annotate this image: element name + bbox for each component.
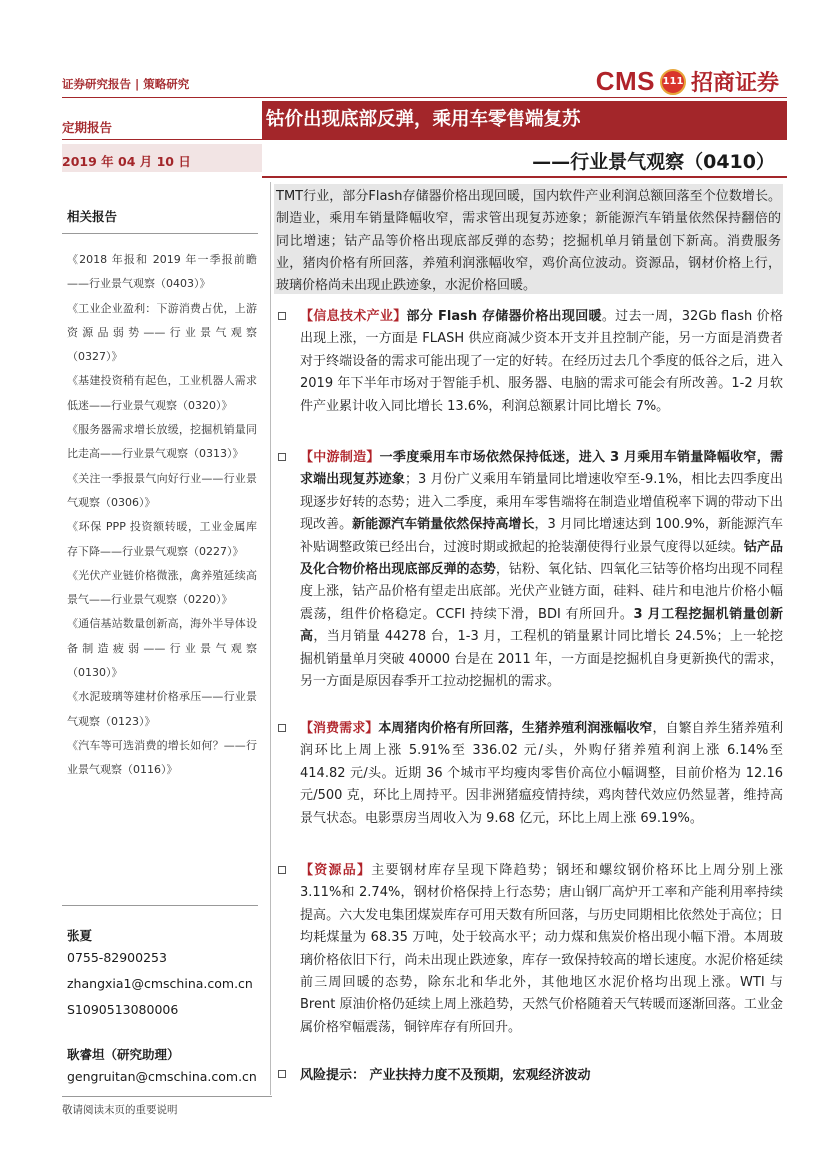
related-report-link[interactable]: 《环保 PPP 投资额转暖，工业金属库存下降——行业景气观察（0227）》	[67, 520, 257, 558]
section-body: 主要钢材库存呈现下降趋势；钢坯和螺纹钢价格环比上周分别上涨 3.11%和 2.74%，钢材价格保持上行态势；唐山钢厂高炉开工率和产能利用率持续提高。六大发电集团煤炭库存可用天数有所回落，与历史同期相比依然处于高位；日均耗煤量为 68.35 万吨，处于较高水平；动力煤和焦炭价格出现小幅下滑。本周玻璃价格依旧下行，尚未出现止跌迹象，库存一致保持较高的增长速度。水泥价格延续前三周回暖的态势，除东北和华北外，其他地区水泥价格均出现上涨。WTI 与 Brent 原油价格仍延续上周上涨趋势，天然气价格随着天气转暖而逐渐回落。工业金属价格窄幅震荡，铜锌库存有所回升。	[300, 863, 783, 1035]
related-report-link[interactable]: 《基建投资稍有起色，工业机器人需求低迷——行业景气观察（0320）》	[67, 374, 257, 412]
square-bullet-icon	[278, 724, 286, 732]
related-reports-list	[67, 248, 257, 783]
related-report-link[interactable]: 《2018 年报和 2019 年一季报前瞻——行业景气观察（0403）》	[67, 253, 257, 291]
analyst-email[interactable]: zhangxia1@cmschina.com.cn	[67, 976, 253, 991]
section-consumer	[278, 718, 783, 830]
report-title: 钴价出现底部反弹，乘用车零售端复苏	[262, 101, 787, 139]
column-divider	[270, 182, 271, 1095]
related-report-link[interactable]: 《服务器需求增长放缓，挖掘机销量同比走高——行业景气观察（0313）》	[67, 423, 257, 461]
section-body: ；3 月份广义乘用车销量同比增速收窄至-9.1%，相比去四季度出现逐步好转的态势；进入二季度，乘用车零售端将在制造业增值税率下调的带动下出现改善。	[300, 472, 783, 533]
related-report-link[interactable]: 《光伏产业链价格微涨，禽养殖延续高景气——行业景气观察（0220）》	[67, 568, 257, 607]
section-tmt	[278, 306, 783, 418]
section-resource	[278, 860, 783, 1039]
brand-name: 招商证券	[690, 71, 779, 96]
square-bullet-icon	[278, 1070, 286, 1078]
section-lead: 部分 Flash 存储器价格出现回暖	[406, 309, 602, 324]
report-date: 2019 年 04 月 10 日	[62, 154, 191, 169]
summary-box	[274, 184, 783, 294]
section-body: ，钴粉、氧化钴、四氧化三钴等价格均出现不同程度上涨，钴产品价格有望走出底部。光伏产业链方面，硅料、硅片和电池片价格小幅震荡，组件价格稳定。CCFI 持续下滑，BDI 有所回升。	[300, 562, 783, 622]
related-report-link[interactable]: 《工业企业盈利：下游消费占优，上游资源品弱势——行业景气观察（0327）》	[67, 301, 257, 364]
header-divider	[62, 97, 787, 98]
related-report-link[interactable]: 《汽车等可选消费的增长如何？——行业景气观察（0116）》	[67, 738, 257, 777]
analyst-license: S1090513080006	[67, 1002, 179, 1017]
section-lead: 本周猪肉价格有所回落，生猪养殖利润涨幅收窄	[378, 721, 653, 736]
title-divider	[62, 139, 787, 140]
section-tag: 【资源品】	[300, 863, 372, 878]
section-highlight: 新能源汽车销量依然保持高增长	[352, 517, 535, 533]
related-report-link[interactable]: 《关注一季报景气向好行业——行业景气观察（0306）》	[67, 471, 257, 509]
section-tag: 【信息技术产业】	[300, 309, 407, 324]
brand-emblem-icon: 111	[660, 69, 686, 95]
footer-disclaimer: 敬请阅读末页的重要说明	[62, 1104, 178, 1116]
risk-warning	[278, 1064, 591, 1083]
related-reports-divider	[62, 233, 258, 234]
brand-cms-text: CMS	[595, 66, 655, 96]
section-body: ，自繁自养生猪养殖利润环比上周上涨 5.91%至 336.02 元/头，外购仔猪养殖利润上涨 6.14%至 414.82 元/头。近期 36 个城市平均瘦肉零售价高位小幅调整，目前价格为 12.16 元/500 克，环比上周持平。因非洲猪瘟疫情持续，鸡肉替代效应仍然显著，维持高景气状态。电影票房当周收入为 9.68 亿元，环比上周上涨 69.19%。	[300, 721, 783, 826]
assistant-name: 耿睿坦（研究助理）	[67, 1047, 180, 1062]
footer-divider	[62, 1096, 272, 1097]
analyst-phone: 0755-82900253	[67, 950, 167, 965]
square-bullet-icon	[278, 866, 286, 874]
section-tag: 【中游制造】	[300, 450, 380, 465]
square-bullet-icon	[278, 312, 286, 320]
related-report-link[interactable]: 《通信基站数量创新高，海外半导体设备制造疲弱——行业景气观察（0130）》	[67, 617, 257, 680]
section-tag: 【消费需求】	[300, 721, 379, 736]
related-report-link[interactable]: 《水泥玻璃等建材价格承压——行业景气观察（0123）》	[67, 690, 257, 728]
related-reports-heading: 相关报告	[67, 209, 118, 224]
section-manufacturing	[278, 447, 783, 693]
assistant-email[interactable]: gengruitan@cmschina.com.cn	[67, 1069, 257, 1084]
report-subtitle: ——行业景气观察（0410）	[532, 151, 775, 173]
section-highlight: 3 月工程挖掘机销量创新高	[300, 606, 784, 645]
subtitle-divider	[262, 176, 787, 178]
section-lead: 一季度乘用车市场依然保持低迷，进入 3 月乘用车销量降幅收窄，需求端出现复苏迹象	[300, 450, 783, 488]
analyst-divider	[62, 905, 258, 906]
analyst-name: 张夏	[67, 928, 93, 943]
brand-logo	[596, 66, 779, 97]
section-body: 。过去一周，32Gb flash 价格出现上涨，一方面是 FLASH 供应商减少资本开支并且控制产能，另一方面是消费者对于终端设备的需求可能出现了一定的好转。在经历过去几个季度的低谷之后，进入 2019 年下半年市场对于智能手机、服务器、电脑的需求可能会有所改善。1-2 月软件产业累计收入同比增长 13.6%，利润总额累计同比增长 7%。	[300, 309, 783, 414]
report-category: 证券研究报告 | 策略研究	[62, 77, 190, 91]
square-bullet-icon	[278, 453, 286, 461]
summary-text: TMT行业，部分Flash存储器价格出现回暖，国内软件产业利润总额回落至个位数增长。制造业，乘用车销量降幅收窄，需求管出现复苏迹象；新能源汽车销量依然保持翻倍的同比增速；钴产品等价格出现底部反弹的态势；挖掘机单月销量创下新高。消费服务业，猪肉价格有所回落，养殖利润涨幅收窄，鸡价高位波动。资源品，钢材价格上行，玻璃价格尚未出现止跌迹象，水泥价格回暖。	[276, 189, 781, 294]
section-highlight: 钴产品及化合物价格出现底部反弹的态势	[300, 539, 783, 578]
section-body: ，3 月同比增速达到 100.9%，新能源汽车补贴调整政策已经出台，过渡时期或掀起的抢装潮使得行业景气度得以延续。	[300, 517, 783, 555]
risk-text: 风险提示： 产业扶持力度不及预期，宏观经济波动	[300, 1068, 591, 1083]
document-type: 定期报告	[62, 120, 113, 135]
section-body: ，当月销量 44278 台，1-3 月，工程机的销量累计同比增长 24.5%；上一轮挖掘机销量单月突破 40000 台是在 2011 年，一方面是挖掘机自身更新换代的需求，另一方面是原因春季开工拉动挖掘机的需求。	[300, 629, 783, 690]
